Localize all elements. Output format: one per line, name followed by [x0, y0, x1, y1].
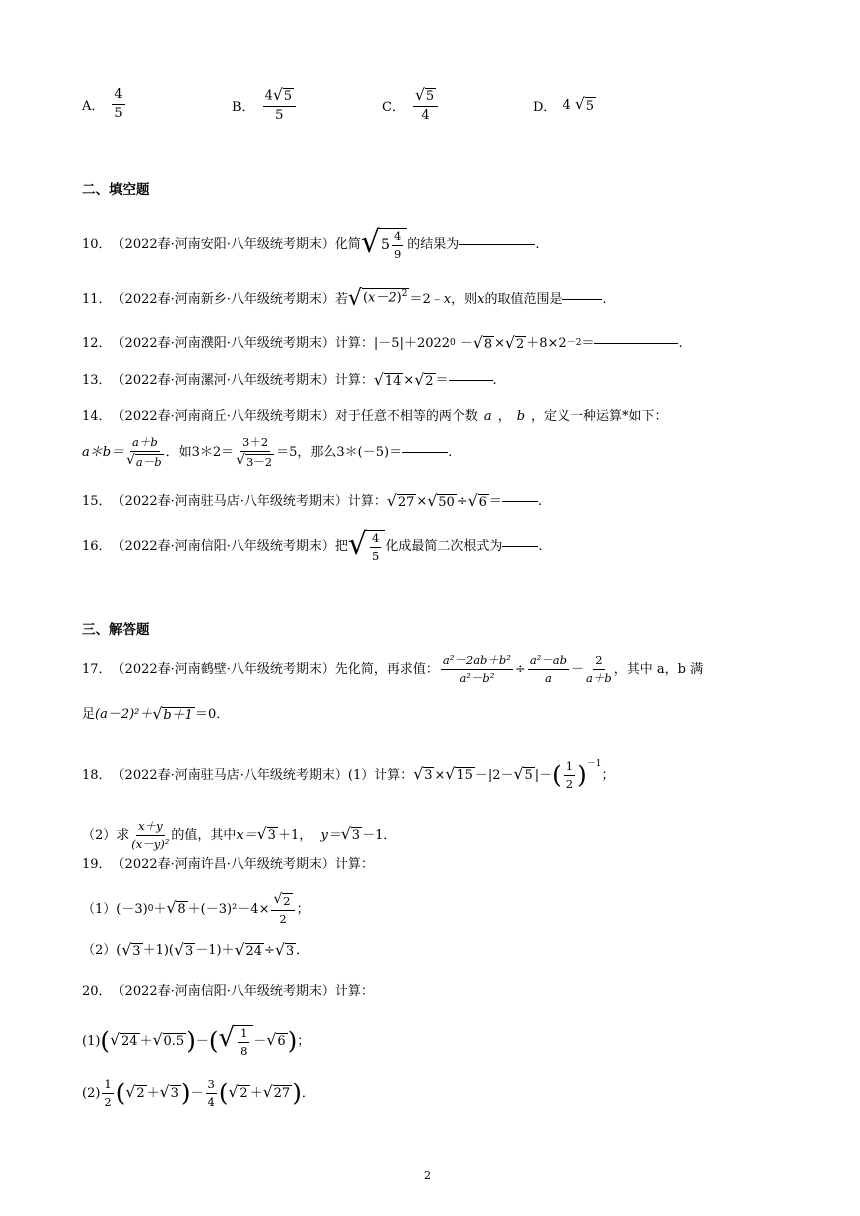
answer-blank-10[interactable]: [459, 244, 535, 245]
question-17: 17． （2022春·河南鹤壁·八年级统考期末） 先化简，再求值： $\frac{\text{a²－2ab＋b²}}{\text{a²－b²}}$ ÷ $\frac{\text{a²－ab}}{a}$ － $\frac{2}{a+b}$ ，其中 a，b 满: [82, 653, 704, 685]
question-10: 10． （2022春·河南安阳·八年级统考期末） 化简 √ 5 $\frac{4}{9}$ 的结果为 .: [82, 225, 540, 261]
choice-c: C． √ 5 4: [382, 88, 440, 124]
section-fill-in: 二、填空题: [82, 182, 150, 198]
answer-blank-15[interactable]: [502, 501, 538, 502]
question-12: 12． （2022春·河南濮阳·八年级统考期末） 计算： |－5|＋2022 0 － √ 8 × √ 2 ＋8×2 －2 ＝ .: [82, 334, 683, 352]
answer-blank-16[interactable]: [502, 546, 538, 547]
choice-b: B． 4 √ 5 5: [232, 88, 298, 124]
question-20-part1: (1) ( √ 24 ＋ √ 0.5 ) － ( √ $\frac{1}{8}$ － √ 6 ) ；: [82, 1023, 311, 1058]
question-18-part2: （2）求 $\frac{x+y}{\text{(x－y)²}}$ 的值，其中 x＝ √ 3 ＋1， y＝ √ 3 －1．: [82, 819, 397, 851]
question-14: 14． （2022春·河南商丘·八年级统考期末） 对于任意不相等的两个数 a ， b ，定义一种运算*如下：: [82, 409, 668, 424]
question-19-part1: （1） (－3) 0 ＋ √ 8 ＋(－3)²－4× √ 2 2 ；: [82, 891, 310, 926]
question-14-definition: a＊b＝ a＋b √ a－b ．如 3＊2＝ 3＋2 √ 3－2 ＝5 ，那么 3＊(－5)＝ .: [82, 435, 453, 469]
answer-blank-11[interactable]: [562, 299, 602, 300]
question-19-part2: （2） ( √ 3 ＋1)( √ 3 －1)＋ √ 24 ÷ √ 3 ．: [82, 941, 310, 959]
question-18: 18． （2022春·河南驻马店·八年级统考期末） (1）计算： √ 3 × √ 15 －|2－ √ 5 |－ ( $\frac{1}{2}$ ) $^{-1}$ ；: [82, 759, 615, 791]
question-17-condition: 足 (a－2)²＋ √ b＋1 ＝0．: [82, 705, 230, 723]
question-13: 13． （2022春·河南漯河·八年级统考期末） 计算： √ 14 × √ 2 ＝ .: [82, 371, 497, 389]
page-number: 2: [424, 1169, 431, 1182]
section-solutions: 三、解答题: [82, 622, 150, 638]
question-20-part2: (2) $\frac{1}{2}$ ( √ 2 ＋ √ 3 ) － $\frac{3}{4}$ ( √ 2 ＋ √ 27 ) ．: [82, 1077, 315, 1109]
question-19: 19． （2022春·河南许昌·八年级统考期末） 计算：: [82, 857, 374, 872]
answer-blank-13[interactable]: [449, 380, 493, 381]
answer-blank-12[interactable]: [594, 343, 678, 344]
question-16: 16． （2022春·河南信阳·八年级统考期末） 把 √ $\frac{4}{5}$ 化成最简二次根式为 .: [82, 527, 543, 563]
answer-blank-14[interactable]: [402, 452, 448, 453]
question-20: 20． （2022春·河南信阳·八年级统考期末） 计算：: [82, 984, 374, 999]
choice-d: D． 4 √ 5: [533, 95, 595, 115]
question-15: 15． （2022春·河南驻马店·八年级统考期末） 计算： √ 27 × √ 50 ÷ √ 6 ＝ .: [82, 492, 543, 510]
choice-a: A． $\frac{4}{5}$: [82, 87, 123, 122]
question-11: 11． （2022春·河南新乡·八年级统考期末） 若 √ $(x-2)^2$ ＝2﹣ x ，则 x 的取值范围是 .: [82, 286, 607, 311]
